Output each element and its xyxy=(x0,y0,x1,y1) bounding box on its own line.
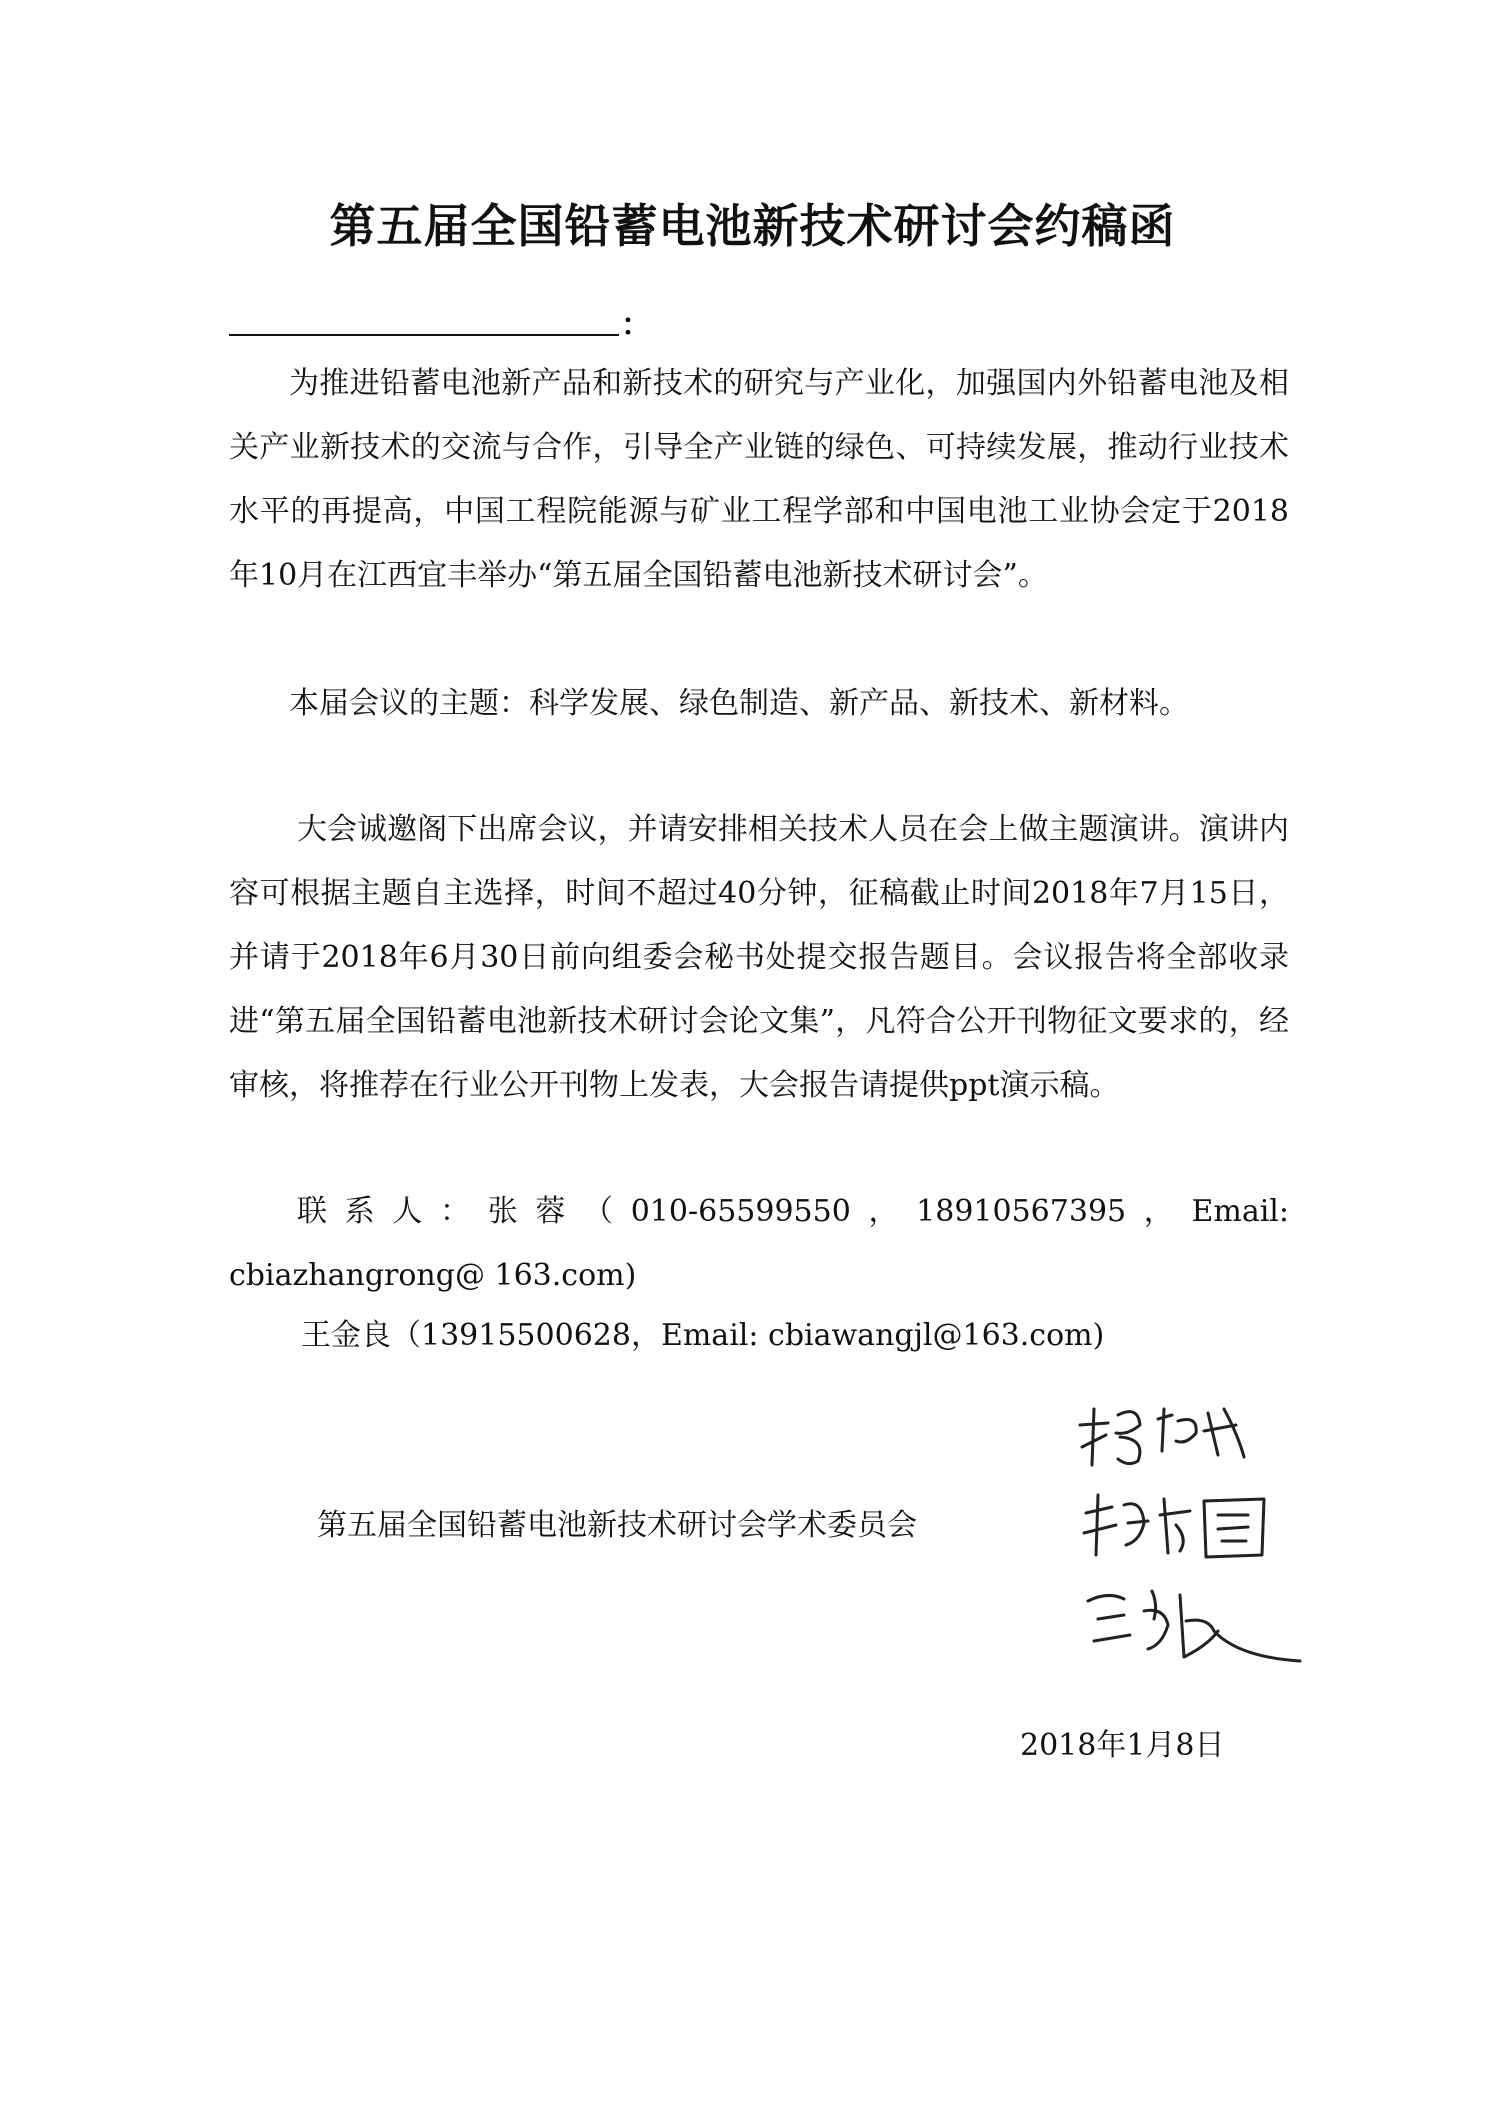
salutation-colon: ： xyxy=(621,308,651,343)
document-date: 2018年1月8日 xyxy=(1020,1728,1225,1763)
handwritten-signatures xyxy=(1068,1395,1308,1685)
paragraph-intro: 为推进铅蓄电池新产品和新技术的研究与产业化，加强国内外铅蓄电池及相关产业新技术的交流与合作，引导全产业链的绿色、可持续发展，推动行业技术水平的再提高，中国工程院能源与矿业工程学部和中国电池工业协会定于2018年10月在江西宜丰举办“第五届全国铅蓄电池新技术研讨会”。 xyxy=(229,366,1289,593)
paragraph-contact: 联系人：张蓉（010-65599550，18910567395，Email: cbiazhangrong@ 163.com) xyxy=(229,1194,1289,1293)
paragraph-theme: 本届会议的主题：科学发展、绿色制造、新产品、新技术、新材料。 xyxy=(289,686,1189,721)
paragraph-invitation: 大会诚邀阁下出席会议，并请安排相关技术人员在会上做主题演讲。演讲内容可根据主题自主选择，时间不超过40分钟，征稿截止时间2018年7月15日，并请于2018年6月30日前向组委会秘书处提交报告题目。会议报告将全部收录进“第五届全国铅蓄电池新技术研讨会论文集”，凡符合公开刊物征文要求的，经审核，将推荐在行业公开刊物上发表，大会报告请提供ppt演示稿。 xyxy=(229,812,1289,1103)
committee-name: 第五届全国铅蓄电池新技术研讨会学术委员会 xyxy=(317,1508,917,1543)
document-title: 第五届全国铅蓄电池新技术研讨会约稿函 xyxy=(329,199,1176,253)
recipient-blank-line xyxy=(229,334,619,336)
signature-icon xyxy=(1068,1395,1308,1685)
salutation-line xyxy=(229,300,651,343)
paragraph-contact-second: 王金良（13915500628，Email: cbiawangjl@163.com) xyxy=(301,1318,1105,1353)
